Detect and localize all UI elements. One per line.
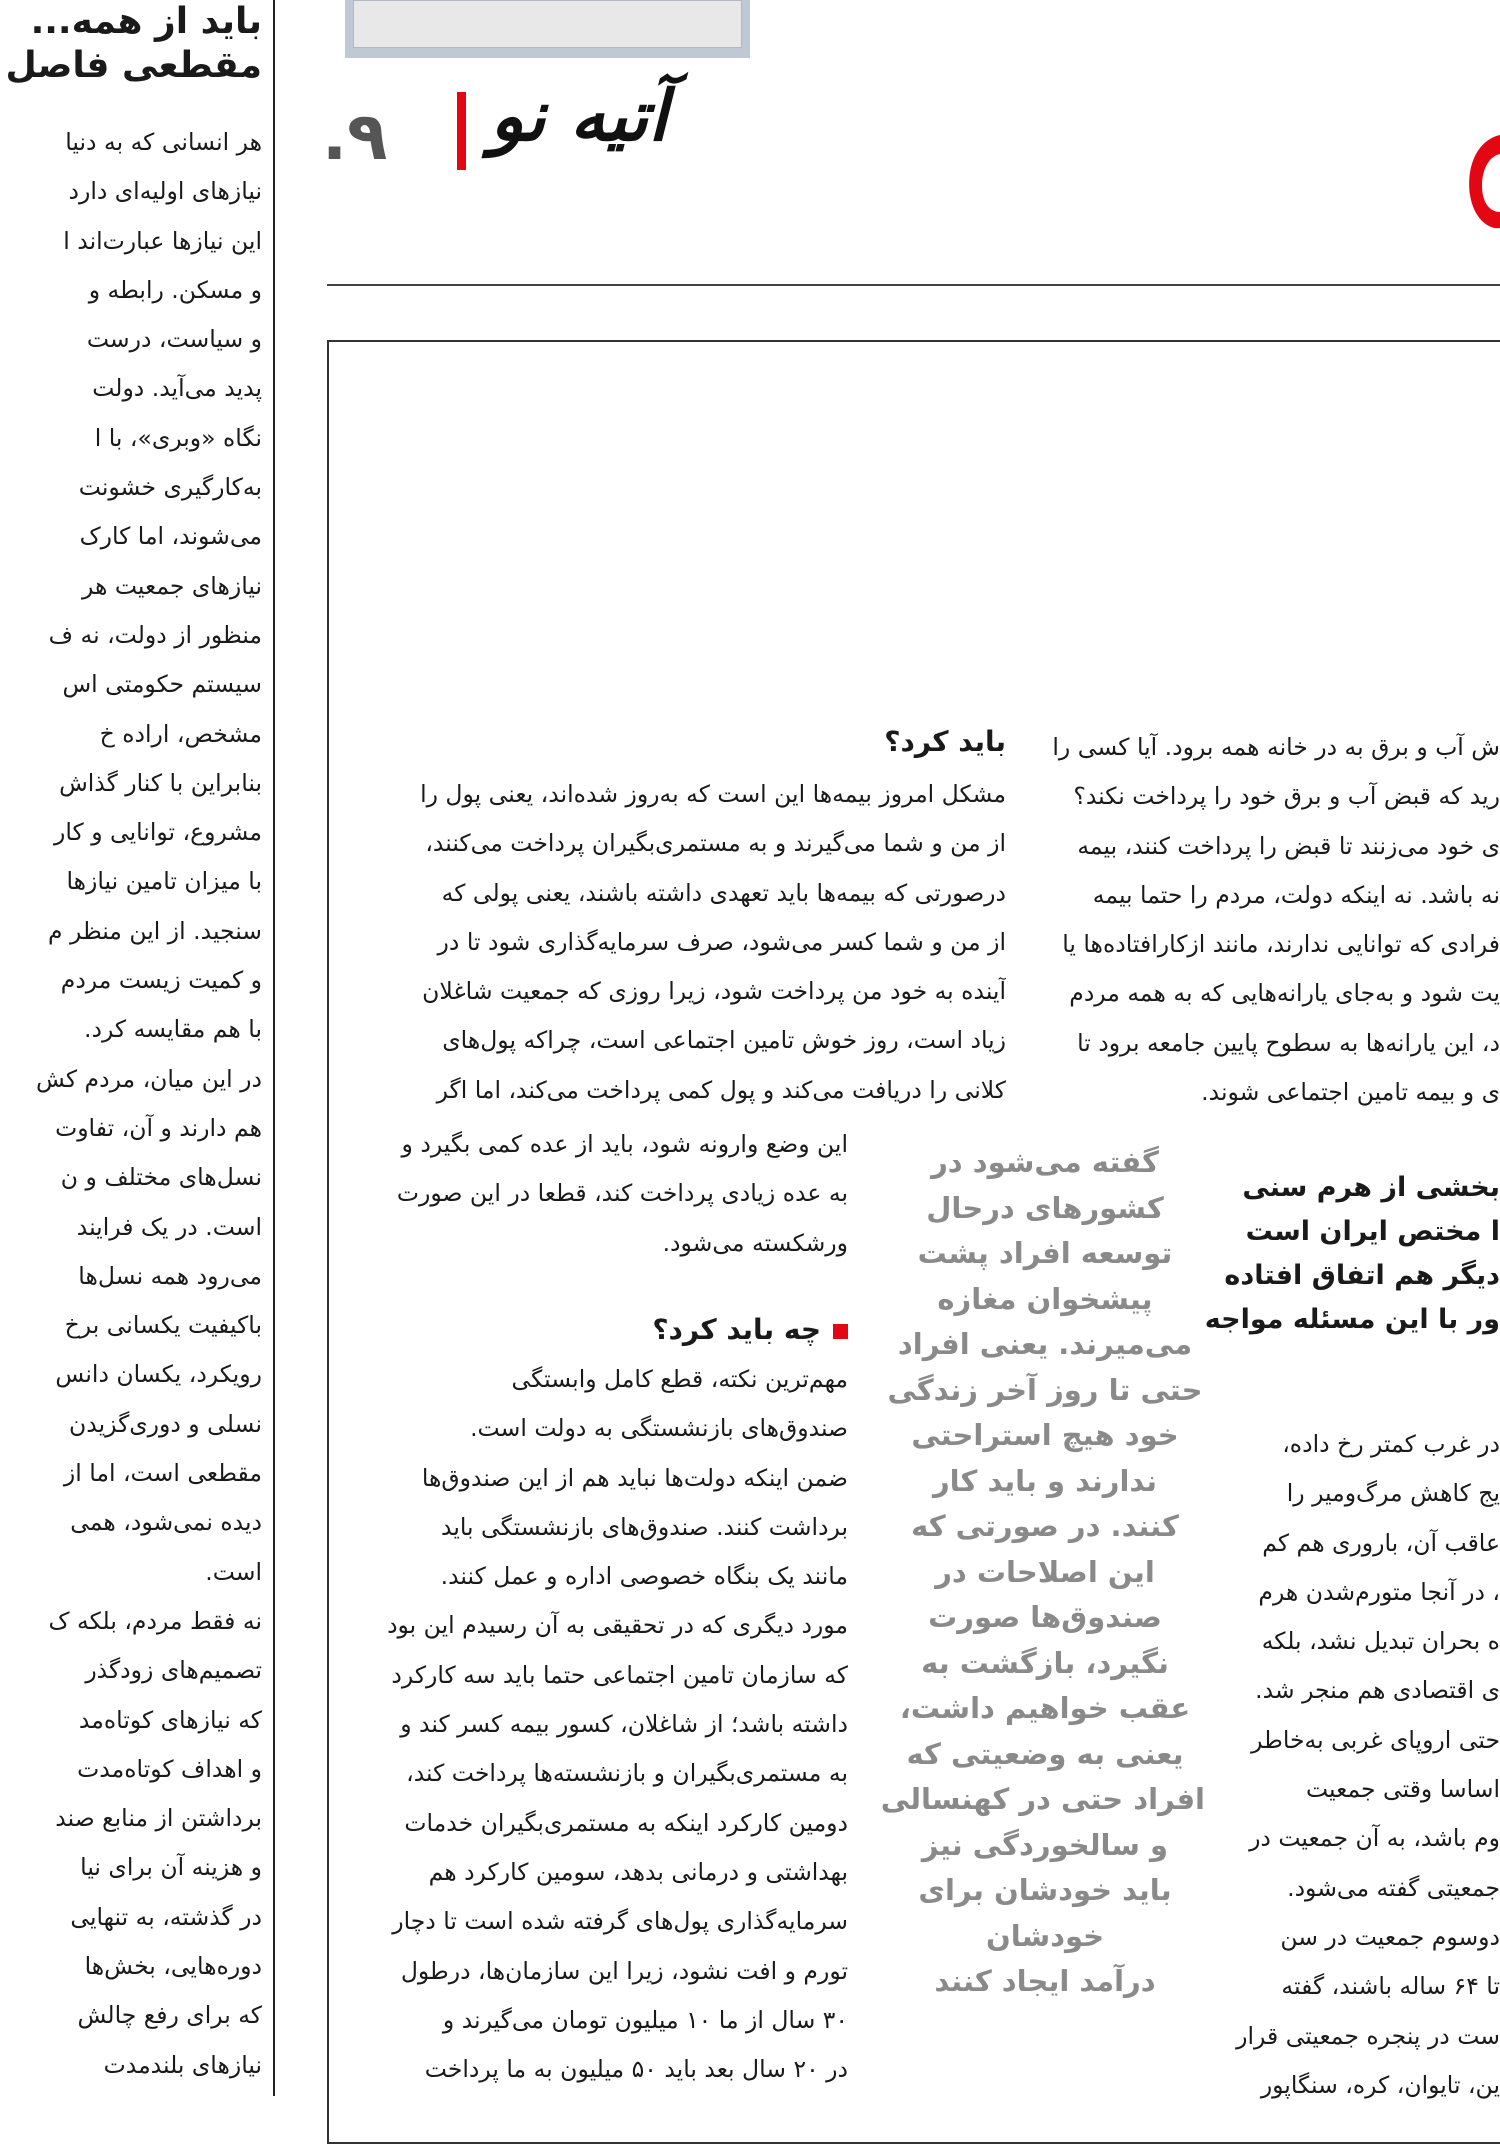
text-line: ه بحران تبدیل نشد، بلکه xyxy=(1261,1627,1500,1656)
text-line: این نیازها عبارت‌اند ا xyxy=(63,226,262,255)
text-line: و مسکن. رابطه و xyxy=(88,275,262,304)
text-line: ی و بیمه تامین اجتماعی شوند. xyxy=(1201,1078,1500,1107)
text-line: با میزان تامین نیازها xyxy=(66,867,262,896)
text-line: نه فقط مردم، بلکه ک xyxy=(48,1606,262,1635)
text-line: نسل‌های مختلف و ن xyxy=(60,1163,262,1192)
text-line: این وضع وارونه شود، باید از عده کمی بگیرد و xyxy=(401,1130,848,1158)
pull-quote-line: صندوق‌ها صورت xyxy=(928,1600,1162,1634)
pull-quote-line: خودشان xyxy=(985,1918,1105,1953)
text-line: ی اقتصادی هم منجر شد. xyxy=(1255,1676,1500,1705)
pull-quote-line: باید خودشان برای xyxy=(918,1873,1172,1907)
middle-body-1 xyxy=(378,770,1006,1115)
text-line: پدید می‌آید. دولت xyxy=(92,374,262,403)
red-divider-bar xyxy=(457,92,466,170)
pull-quote-line: پیشخوان مغازه xyxy=(937,1281,1153,1316)
text-line: برداشت کنند. صندوق‌های بازنشستگی باید xyxy=(441,1512,848,1541)
text-line: ورشکسته می‌شود. xyxy=(662,1228,848,1257)
kicker-line: ور با این مسئله مواجه xyxy=(1204,1304,1500,1335)
text-line: مورد دیگری که در تحقیقی به آن رسیدم این بود xyxy=(387,1611,848,1640)
subheading-2 xyxy=(600,1308,848,1352)
text-line: عاقب آن، باروری هم کم xyxy=(1262,1528,1500,1557)
text-line: سیستم حکومتی اس xyxy=(62,670,262,699)
text-line: نگاه «وبری»، با ا xyxy=(94,423,262,452)
text-line: هم دارند و آن، تفاوت xyxy=(55,1113,262,1142)
pull-quote-line: کنند. در صورتی که xyxy=(911,1509,1179,1543)
text-line: نیازهای اولیه‌ای دارد xyxy=(68,177,262,206)
text-line: است. xyxy=(205,1557,262,1586)
text-line: نیازهای بلندمدت xyxy=(103,2050,262,2079)
text-line: در گذشته، به تنهایی xyxy=(70,1902,262,1931)
subheading-1: باید کرد؟ xyxy=(884,725,1006,758)
pull-quote-line: توسعه افراد پشت xyxy=(917,1236,1173,1270)
text-line: تورم و افت نشود، زیرا این سازمان‌ها، درطول xyxy=(400,1956,848,1985)
text-line: ، در آنجا متورم‌شدن هرم xyxy=(1258,1577,1500,1606)
text-line: به مستمری‌بگیران و بازنشسته‌ها پرداخت کند، xyxy=(406,1759,848,1788)
text-line: به عده زیادی پرداخت کند، قطعا در این صورت xyxy=(396,1179,848,1208)
text-line: که برای رفع چالش xyxy=(77,2001,262,2030)
text-line: ضمن اینکه دولت‌ها نباید هم از این صندوق‌ها xyxy=(421,1463,848,1492)
text-line: در این میان، مردم کش xyxy=(35,1064,262,1093)
text-line: و هزینه آن برای نیا xyxy=(80,1853,262,1882)
text-line: صندوق‌های بازنشستگی به دولت است. xyxy=(470,1414,848,1443)
column-divider xyxy=(273,0,275,2096)
text-line: باکیفیت یکسانی برخ xyxy=(64,1311,262,1340)
pull-quote-line: می‌میرند. یعنی افراد xyxy=(897,1327,1193,1361)
text-line: تصمیم‌های زودگذر xyxy=(85,1656,262,1685)
text-line: ی خود می‌زنند تا قبض را پرداخت کنند، بیمه xyxy=(1077,831,1500,860)
text-line: بنابراین با کنار گذاش xyxy=(59,768,262,797)
text-line: از من و شما می‌گیرند و به مستمری‌بگیران پرداخت می‌کنند، xyxy=(425,829,1006,858)
middle-body-3 xyxy=(378,1355,848,2094)
text-line: مهم‌ترین نکته، قطع کامل وابستگی xyxy=(511,1365,848,1393)
text-line: رید که قبض آب و برق خود را پرداخت نکند؟ xyxy=(1073,782,1500,811)
page-number: .۹ xyxy=(322,98,388,175)
text-line: به‌کارگیری خشونت xyxy=(78,473,262,502)
text-line: که سازمان تامین اجتماعی حتما باید سه کارکرد xyxy=(391,1660,848,1689)
text-line: تا ۶۴ ساله باشند، گفته xyxy=(1281,1972,1500,2001)
text-line: بهداشتی و درمانی بدهد، سومین کارکرد هم xyxy=(428,1857,848,1886)
red-square-bullet-icon xyxy=(833,1324,848,1339)
text-line: و کمیت زیست مردم xyxy=(60,966,262,995)
text-line: از من و شما کسر می‌شود، صرف سرمایه‌گذاری شود تا در xyxy=(437,927,1006,956)
text-line: ش آب و برق به در خانه همه برود. آیا کسی را xyxy=(1052,733,1500,761)
text-line: د، این یارانه‌ها به سطوح پایین جامعه برود تا xyxy=(1077,1028,1500,1057)
text-line: ین، تایوان، کره، سنگاپور xyxy=(1260,2070,1500,2099)
subheading-2-text: چه باید کرد؟ xyxy=(652,1313,821,1346)
kicker-line: دیگر هم اتفاق افتاده xyxy=(1224,1260,1500,1291)
top-photo-strip xyxy=(345,0,750,58)
right-column-top xyxy=(1050,723,1500,1117)
text-line: داشته باشد؛ از شاغلان، کسور بیمه کسر کند و xyxy=(400,1710,848,1739)
text-line: در ۲۰ سال بعد باید ۵۰ میلیون به ما پرداخت xyxy=(424,2055,848,2084)
text-line: و اهداف کوتاه‌مدت xyxy=(77,1754,262,1783)
text-line: مانند یک بنگاه خصوصی اداره و عمل کنند. xyxy=(440,1562,848,1591)
left-headline xyxy=(0,0,262,88)
text-line: جمعیتی گفته می‌شود. xyxy=(1287,1873,1500,1902)
text-line: سنجید. از این منظر م xyxy=(47,916,262,945)
text-line: فرادی که توانایی ندارند، مانند ازکارافتاده‌ها یا xyxy=(1062,930,1500,959)
text-line: زیاد است، روز خوش تامین اجتماعی است، چراکه پول‌های xyxy=(442,1026,1006,1055)
text-line: منظور از دولت، نه ف xyxy=(48,620,262,649)
text-line: نه باشد. نه اینکه دولت، مردم را حتما بیمه xyxy=(1092,880,1500,909)
pull-quote-line: درآمد ایجاد کنند xyxy=(934,1964,1156,1998)
gears-illustration xyxy=(353,0,742,48)
pull-quote-line: یعنی به وضعیتی که xyxy=(906,1736,1184,1771)
text-line: یج کاهش مرگ‌ومیر را xyxy=(1286,1479,1500,1508)
pull-quote-line: خود هیچ استراحتی xyxy=(911,1418,1179,1452)
text-line: یت شود و به‌جای یارانه‌هایی که به همه مردم xyxy=(1069,979,1500,1008)
headline-line: مقطعی فاصل xyxy=(5,45,262,86)
text-line: که نیازهای کوتاه‌مد xyxy=(78,1705,262,1734)
kicker-line: ا مختص ایران است xyxy=(1245,1216,1500,1247)
pull-quote-line: افراد حتی در کهنسالی xyxy=(880,1782,1205,1816)
middle-body-2 xyxy=(378,1120,848,1268)
text-line: اساسا وقتی جمعیت xyxy=(1305,1775,1500,1804)
text-line: حتی اروپای غربی به‌خاطر xyxy=(1251,1725,1500,1754)
pull-quote-line: عقب خواهیم داشت، xyxy=(899,1691,1191,1725)
text-line: می‌شوند، اما کارک xyxy=(79,522,262,551)
text-line: مشکل امروز بیمه‌ها این است که به‌روز شده‌اند، یعنی پول را xyxy=(420,780,1006,808)
left-article-body xyxy=(0,118,262,2090)
text-line: دیده نمی‌شود، همی xyxy=(70,1508,262,1537)
text-line: آینده به خود من پرداخت شود، زیرا روزی که جمعیت شاغلان xyxy=(422,977,1006,1006)
text-line: و سیاست، درست xyxy=(86,325,262,354)
text-line: مقطعی است، اما از xyxy=(63,1459,262,1488)
text-line: در غرب کمتر رخ داده، xyxy=(1282,1430,1500,1458)
pull-quote-line: گفته می‌شود در xyxy=(931,1145,1159,1179)
text-line: با هم مقایسه کرد. xyxy=(84,1015,262,1044)
text-line: هر انسانی که به دنیا xyxy=(65,128,262,156)
text-line: دوره‌هایی، بخش‌ها xyxy=(84,1951,262,1980)
pull-quote-line: کشورهای درحال xyxy=(926,1190,1164,1225)
pull-quote-line: حتی تا روز آخر زندگی xyxy=(887,1372,1203,1407)
text-line: می‌رود همه نسل‌ها xyxy=(78,1261,262,1290)
edge-headline-fragment xyxy=(1460,120,1500,240)
text-line: کلانی را دریافت می‌کند و پول کمی پرداخت می‌کند، اما اگر xyxy=(436,1075,1006,1104)
headline-line: باید از همه... xyxy=(30,1,262,42)
pull-quote-line: نگیرد، بازگشت به xyxy=(921,1645,1169,1680)
text-line: ۳۰ سال از ما ۱۰ میلیون تومان می‌گیرند و xyxy=(442,2005,848,2034)
section-logo: آتیه نو xyxy=(490,74,668,157)
text-line: مشروع، توانایی و کار xyxy=(54,818,262,847)
text-line: رویکرد، یکسان دانس xyxy=(55,1360,262,1389)
pull-quote-line: این اصلاحات در xyxy=(935,1554,1155,1589)
text-line: درصورتی که بیمه‌ها باید تعهدی داشته باشند، یعنی پولی که xyxy=(441,878,1006,907)
text-line: است. در یک فرایند xyxy=(76,1212,262,1241)
header-rule xyxy=(327,284,1500,286)
text-line: نسلی و دوری‌گزیدن xyxy=(68,1409,262,1438)
text-line: ست در پنجره جمعیتی قرار xyxy=(1236,2021,1500,2050)
text-line: برداشتن از منابع صند xyxy=(55,1804,262,1833)
text-line: سرمایه‌گذاری پول‌های گرفته شده است تا دچار xyxy=(392,1907,848,1936)
pull-quote xyxy=(880,1140,1205,2005)
pull-quote-line: ندارند و باید کار xyxy=(932,1463,1158,1498)
text-line: دومین کارکرد اینکه به مستمری‌بگیران خدمات xyxy=(404,1808,848,1837)
text-line: دوسوم جمعیت در سن xyxy=(1280,1922,1500,1951)
text-line: مشخص، اراده خ xyxy=(99,719,262,748)
pull-quote-line: و سالخوردگی نیز xyxy=(921,1827,1169,1862)
kicker-line: بخشی از هرم سنی xyxy=(1242,1172,1500,1203)
text-line: وم باشد، به آن جمعیت در xyxy=(1249,1824,1500,1853)
text-line: نیازهای جمعیت هر xyxy=(81,571,262,600)
